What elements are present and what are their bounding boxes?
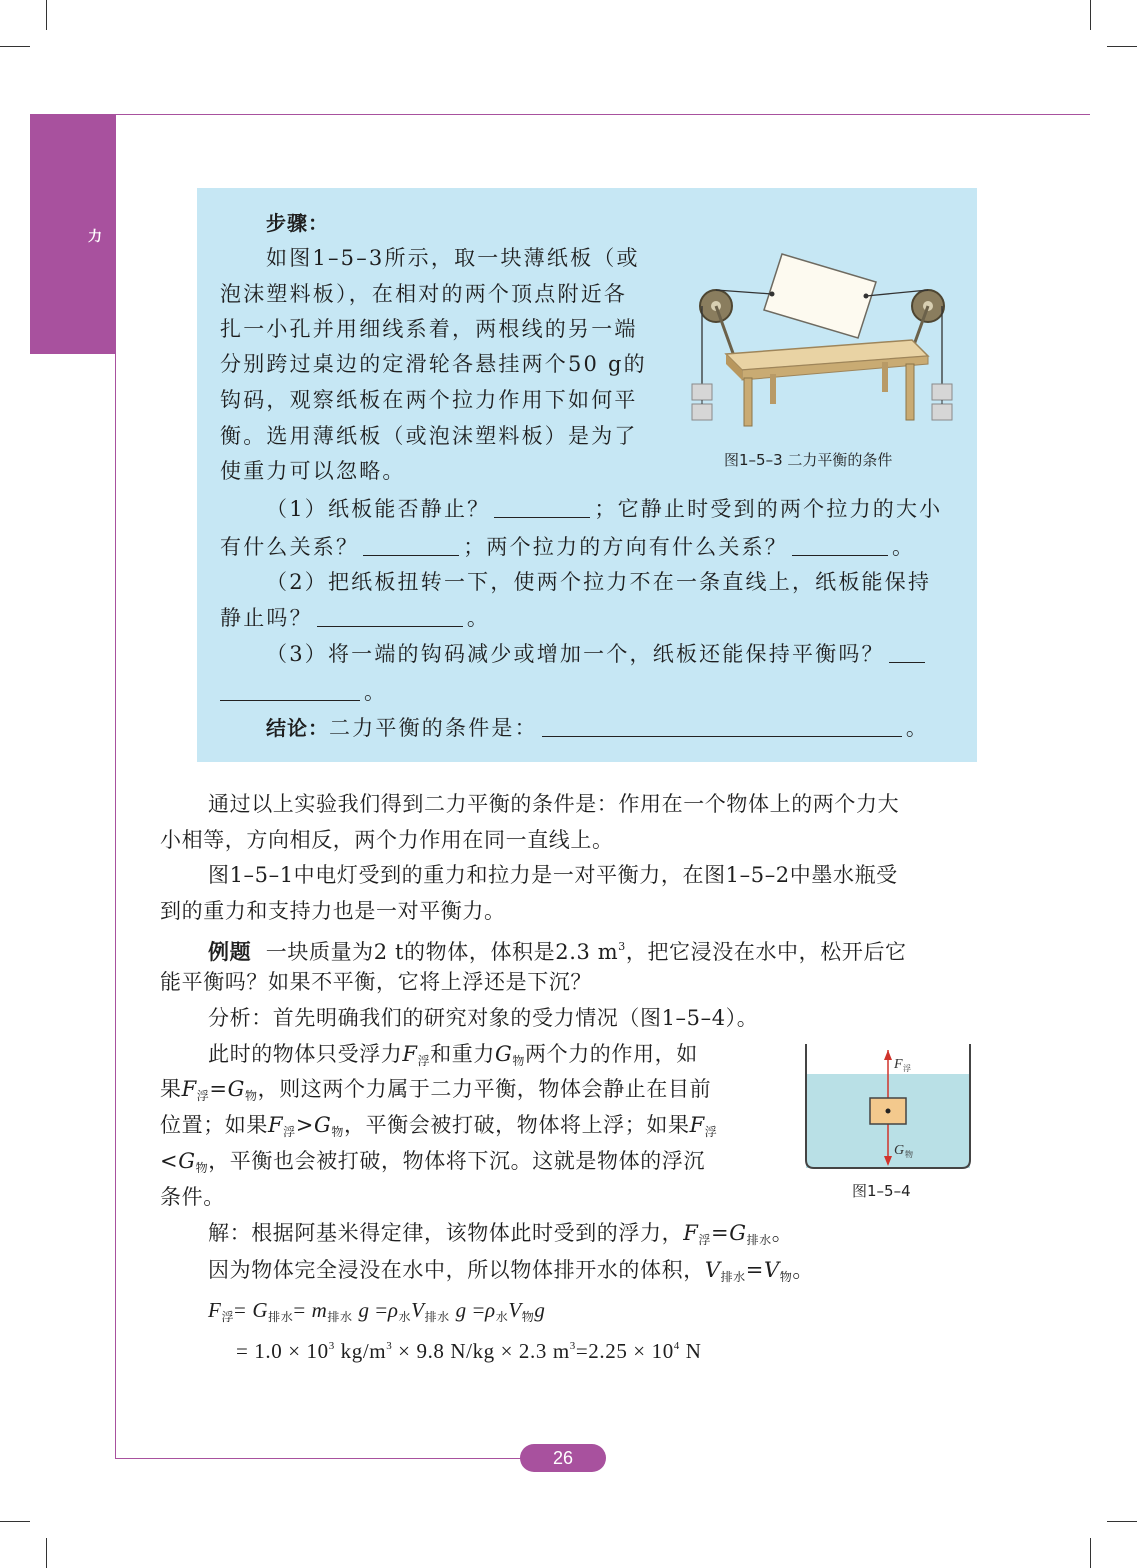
step-line: 如图1–5–3所示，取一块薄纸板（或 [266, 246, 640, 270]
example-text: 一块质量为2 t的物体，体积是2.3 m [265, 940, 619, 964]
step-line: 扎一小孔并用细线系着，两根线的另一端 [220, 317, 638, 341]
punctuation: 。 [364, 680, 388, 704]
question-2-line: （2）把纸板扭转一下，使两个拉力不在一条直线上，纸板能保持 [266, 570, 932, 594]
paragraph-line: 小相等，方向相反，两个力作用在同一直线上。 [160, 828, 614, 852]
question-3-cont [220, 675, 960, 710]
two-force-balance-illustration [686, 244, 956, 440]
question-1-line [266, 492, 1006, 527]
crop-mark [1090, 0, 1091, 30]
step-line: 使重力可以忽略。 [220, 459, 406, 483]
answer-blank[interactable] [363, 535, 459, 556]
solution-text: 解：根据阿基米得定律，该物体此时受到的浮力， [208, 1221, 684, 1245]
page-number: 26 [520, 1444, 606, 1472]
question-2-cont [220, 601, 960, 636]
figure-caption: 图1–5–3 二力平衡的条件 [724, 451, 893, 469]
answer-blank[interactable] [220, 680, 360, 701]
question-3-line [266, 637, 1006, 672]
crop-mark [1107, 1521, 1137, 1522]
step-line: 分别跨过桌边的定滑轮各悬挂两个50 g的 [220, 352, 647, 376]
chapter-side-tab [30, 114, 116, 354]
crop-mark [46, 0, 47, 30]
answer-blank[interactable] [494, 497, 590, 518]
svg-text:F: F [894, 1057, 903, 1072]
steps-heading: 步骤： [266, 211, 329, 235]
example-label: 例题 [208, 940, 252, 964]
condition-line: 条件。 [160, 1185, 225, 1209]
footer-rule [115, 1458, 585, 1459]
conclusion-text: 二力平衡的条件是： [329, 716, 538, 740]
example-text: ，把它浸没在水中，松开后它 [625, 940, 907, 964]
paragraph-line: 图1–5–1中电灯受到的重力和拉力是一对平衡力，在图1–5–2中墨水瓶受 [208, 863, 898, 887]
crop-mark [0, 46, 30, 47]
condition-line: 位置；如果$F_浮>G_物$，平衡会被打破，物体将上浮；如果$F_浮$ [160, 1113, 718, 1139]
question-text: （3）将一端的钩码减少或增加一个，纸板还能保持平衡吗？ [266, 642, 885, 666]
figure-caption: 图1–5–4 [852, 1182, 911, 1200]
condition-line: 此时的物体只受浮力$F_浮$和重力$G_物$两个力的作用，如 [208, 1042, 698, 1068]
crop-mark [1090, 1538, 1091, 1568]
paragraph-line: 到的重力和支持力也是一对平衡力。 [160, 899, 506, 923]
question-text: （1）纸板能否静止？ [266, 497, 491, 521]
answer-blank[interactable] [889, 642, 925, 663]
step-line: 钩码，观察纸板在两个拉力作用下如何平 [220, 388, 638, 412]
solution-text: 因为物体完全浸没在水中，所以物体排开水的体积， [208, 1258, 705, 1282]
punctuation: 。 [892, 535, 916, 559]
superscript: 3 [618, 940, 626, 953]
solution-line: 解：根据阿基米得定律，该物体此时受到的浮力，$F_浮=G_{排水}$。 [208, 1221, 794, 1247]
punctuation: 。 [905, 716, 930, 740]
margin-rule [115, 354, 116, 1458]
paragraph-line: 通过以上实验我们得到二力平衡的条件是：作用在一个物体上的两个力大 [208, 792, 900, 816]
question-1-cont [220, 530, 960, 565]
question-text: ；两个拉力的方向有什么关系？ [463, 535, 789, 559]
crop-mark [1107, 46, 1137, 47]
conclusion-line [266, 711, 1006, 746]
example-line: 能平衡吗？如果不平衡，它将上浮还是下沉？ [160, 970, 592, 994]
punctuation: 。 [466, 606, 491, 630]
step-line: 泡沫塑料板），在相对的两个顶点附近各 [220, 282, 628, 306]
crop-mark [0, 1521, 30, 1522]
question-text: 静止吗？ [220, 606, 313, 630]
formula-line: = $1.0 \times 10^3$ $kg/m^3 \times 9.8$ N/kg × 2.3 $m^3=2.25 \times 10^4$ N [236, 1339, 702, 1363]
crop-mark [46, 1538, 47, 1568]
condition-line: 果$F_浮=G_物$，则这两个力属于二力平衡，物体会静止在目前 [160, 1077, 712, 1103]
answer-blank[interactable] [317, 606, 463, 627]
chapter-tab-label: 力 [88, 229, 102, 245]
fig4-bottom-sub: 物 [905, 1150, 913, 1159]
buoyancy-diagram [800, 1040, 976, 1172]
solution-line: 因为物体完全浸没在水中，所以物体排开水的体积，$V_{排水}=V_物$。 [208, 1258, 814, 1284]
question-text: 有什么关系？ [220, 535, 360, 559]
conclusion-label: 结论： [266, 716, 329, 740]
analysis-line: 分析：首先明确我们的研究对象的受力情况（图1–5–4）。 [208, 1006, 759, 1030]
question-text: ；它静止时受到的两个拉力的大小 [594, 497, 943, 521]
formula-line: $F_浮= G_{排水}= m_{排水}$ $g =\rho_水V_{排水}$ $g =\rho_水V_物g$ [208, 1298, 546, 1324]
header-rule [116, 114, 1090, 115]
answer-blank[interactable] [792, 535, 888, 556]
fig4-top-sub: 浮 [903, 1064, 911, 1073]
svg-text:G: G [894, 1143, 905, 1158]
answer-blank[interactable] [542, 716, 902, 737]
step-line: 衡。选用薄纸板（或泡沫塑料板）是为了 [220, 424, 638, 448]
condition-line: $<G_物$，平衡也会被打破，物体将下沉。这就是物体的浮沉 [160, 1149, 706, 1175]
